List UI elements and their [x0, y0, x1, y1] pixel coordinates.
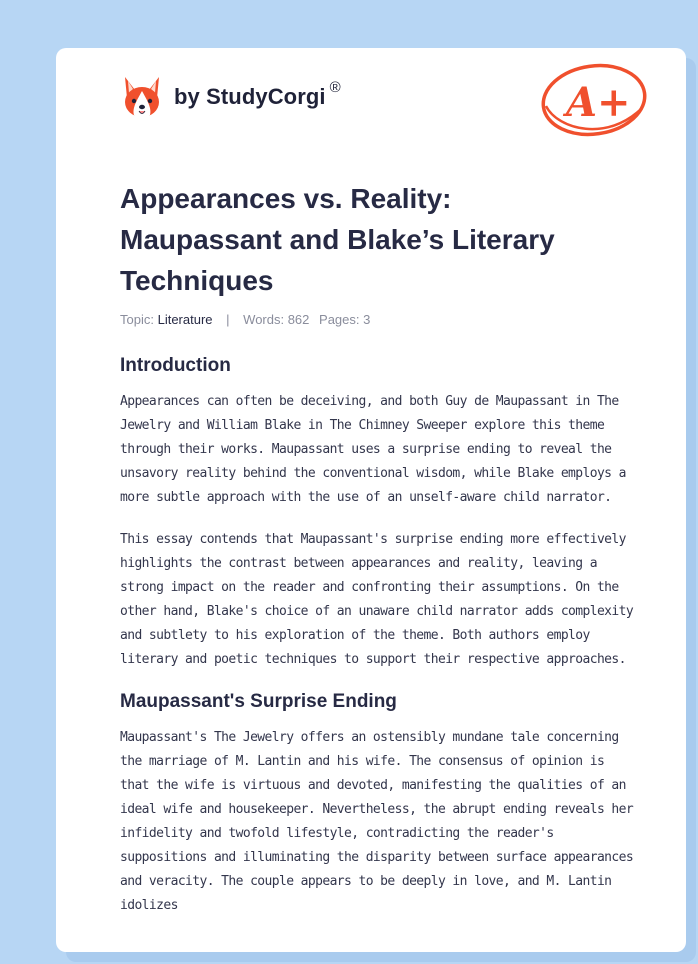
meta-separator: | [226, 312, 230, 327]
paragraph: Appearances can often be deceiving, and both Guy de Maupassant in The Jewelry and William Blake in The Chimney Sweeper explore this theme through their works. Maupassant uses a surprise ending to reveal the unsavory reality behind the conventional wisdom, while Blake employs a more subtle approach with the use of an unself-aware child narrator. [120, 394, 626, 505]
essay-meta [120, 312, 370, 327]
topic-label: Topic: [120, 312, 154, 327]
essay-page [56, 48, 686, 952]
corgi-logo-icon [120, 74, 164, 120]
essay-title: Appearances vs. Reality: Maupassant and Blake’s Literary Techniques [120, 183, 555, 296]
a-plus-grade-icon [538, 58, 650, 140]
paragraph: This essay contends that Maupassant's surprise ending more effectively highlights the contrast between appearances and reality, leaving a strong impact on the reader and confronting their assumptions. On the other hand, Blake's choice of an unaware child narrator adds complexity and subtlety to his exploration of the theme. Both authors employ literary and poetic techniques to support their respective approaches. [120, 532, 634, 667]
paragraph: Maupassant's The Jewelry offers an ostensibly mundane tale concerning the marriage of M. Lantin and his wife. The consensus of opinion is that the wife is virtuous and devoted, manifesting the qualities of an ideal wife and housekeeper. Nevertheless, the abrupt ending reveals her infidelity and twofold lifestyle, contradicting the reader's suppositions and illuminating the disparity between surface appearances and veracity. The couple appears to be deeply in love, and M. Lantin idolizes [120, 730, 634, 913]
brand-name: by StudyCorgi [174, 84, 326, 109]
section-heading-surprise-ending: Maupassant's Surprise Ending [120, 691, 397, 712]
essay-body [120, 354, 634, 918]
badge-text: A+ [566, 79, 631, 126]
section-heading-introduction: Introduction [120, 355, 231, 376]
page-count: Pages: 3 [319, 312, 371, 327]
word-count: Words: 862 [243, 312, 310, 327]
brand-logo-link[interactable] [120, 74, 341, 120]
registered-mark: ® [329, 78, 341, 96]
topic-link[interactable]: Literature [157, 312, 213, 327]
